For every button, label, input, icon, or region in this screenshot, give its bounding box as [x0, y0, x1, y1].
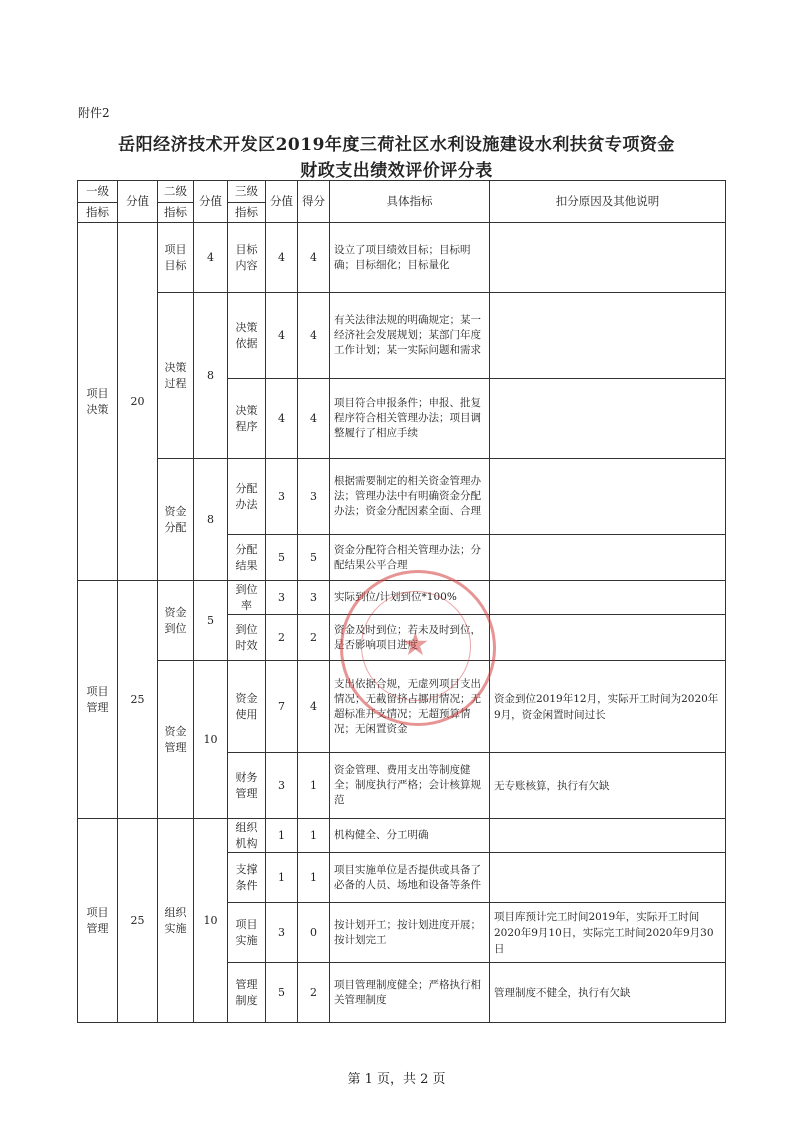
remark-cell: 资金到位2019年12月，实际开工时间为2020年9月，资金闲置时间过长 [490, 661, 726, 753]
level3-score-cell: 2 [266, 615, 298, 661]
level3-cell: 支撑条件 [228, 853, 266, 903]
indicator-cell: 支出依据合规，无虚列项目支出情况；无截留挤占挪用情况；无超标准开支情况；无超预算情况；无闲置资金 [330, 661, 490, 753]
header-level2: 二级 [158, 181, 194, 203]
got-score-cell: 1 [298, 853, 330, 903]
remark-cell [490, 581, 726, 615]
indicator-cell: 资金管理、费用支出等制度健全；制度执行严格；会计核算规范 [330, 753, 490, 819]
header-level2-sub: 指标 [158, 203, 194, 223]
remark-cell [490, 615, 726, 661]
got-score-cell: 3 [298, 581, 330, 615]
got-score-cell: 2 [298, 963, 330, 1023]
table-row [78, 223, 726, 293]
level3-score-cell: 5 [266, 963, 298, 1023]
evaluation-table [77, 180, 726, 1023]
indicator-cell: 有关法律法规的明确规定；某一经济社会发展规划；某部门年度工作计划；某一实际问题和需求 [330, 293, 490, 379]
level1-score-cell: 20 [118, 223, 158, 581]
level1-cell: 项目决策 [78, 223, 118, 581]
level3-cell: 到位率 [228, 581, 266, 615]
table-row [78, 459, 726, 535]
remark-cell: 管理制度不健全，执行有欠缺 [490, 963, 726, 1023]
level1-score-cell: 25 [118, 581, 158, 819]
level3-score-cell: 3 [266, 903, 298, 963]
header-level3: 三级 [228, 181, 266, 203]
remark-cell [490, 223, 726, 293]
got-score-cell: 0 [298, 903, 330, 963]
remark-cell [490, 379, 726, 459]
header-level3-sub: 指标 [228, 203, 266, 223]
indicator-cell: 根据需要制定的相关资金管理办法；管理办法中有明确资金分配办法；资金分配因素全面、合理 [330, 459, 490, 535]
level3-cell: 财务管理 [228, 753, 266, 819]
level2-cell: 资金到位 [158, 581, 194, 661]
level2-score-cell: 8 [194, 459, 228, 581]
level3-cell: 决策依据 [228, 293, 266, 379]
level2-score-cell: 4 [194, 223, 228, 293]
level1-cell: 项目管理 [78, 581, 118, 819]
got-score-cell: 1 [298, 819, 330, 853]
got-score-cell: 2 [298, 615, 330, 661]
level2-score-cell: 10 [194, 661, 228, 819]
indicator-cell: 资金分配符合相关管理办法；分配结果公平合理 [330, 535, 490, 581]
remark-cell [490, 459, 726, 535]
header-got: 得分 [298, 181, 330, 223]
header-score: 分值 [118, 181, 158, 223]
table-row [78, 819, 726, 853]
level3-score-cell: 1 [266, 853, 298, 903]
level3-score-cell: 4 [266, 293, 298, 379]
got-score-cell: 4 [298, 661, 330, 753]
indicator-cell: 按计划开工；按计划进度开展；按计划完工 [330, 903, 490, 963]
indicator-cell: 项目管理制度健全；严格执行相关管理制度 [330, 963, 490, 1023]
remark-cell [490, 293, 726, 379]
page-footer: 第 1 页，共 2 页 [347, 1072, 446, 1087]
table-row [78, 293, 726, 379]
got-score-cell: 5 [298, 535, 330, 581]
remark-cell: 无专账核算，执行有欠缺 [490, 753, 726, 819]
got-score-cell: 4 [298, 293, 330, 379]
level3-score-cell: 1 [266, 819, 298, 853]
indicator-cell: 资金及时到位；若未及时到位，是否影响项目进度 [330, 615, 490, 661]
level2-cell: 项目目标 [158, 223, 194, 293]
level3-score-cell: 3 [266, 581, 298, 615]
header-score2: 分值 [194, 181, 228, 223]
indicator-cell: 设立了项目绩效目标；目标明确；目标细化；目标量化 [330, 223, 490, 293]
header-indicator: 具体指标 [330, 181, 490, 223]
remark-cell: 项目库预计完工时间2019年，实际开工时间2020年9月10日，实际完工时间2020年9月30日 [490, 903, 726, 963]
level2-score-cell: 5 [194, 581, 228, 661]
header-level1: 一级 [78, 181, 118, 203]
got-score-cell: 4 [298, 379, 330, 459]
indicator-cell: 项目实施单位是否提供或具备了必备的人员、场地和设备等条件 [330, 853, 490, 903]
level2-score-cell: 10 [194, 819, 228, 1023]
level2-score-cell: 8 [194, 293, 228, 459]
level3-score-cell: 4 [266, 223, 298, 293]
got-score-cell: 3 [298, 459, 330, 535]
remark-cell [490, 819, 726, 853]
level3-cell: 决策程序 [228, 379, 266, 459]
table-row [78, 661, 726, 753]
attachment-label: 附件2 [78, 106, 110, 120]
level3-cell: 目标内容 [228, 223, 266, 293]
level3-cell: 组织机构 [228, 819, 266, 853]
header-level1-sub: 指标 [78, 203, 118, 223]
level2-cell: 资金分配 [158, 459, 194, 581]
level3-score-cell: 4 [266, 379, 298, 459]
level3-cell: 到位时效 [228, 615, 266, 661]
level3-score-cell: 3 [266, 753, 298, 819]
indicator-cell: 项目符合申报条件；申报、批复程序符合相关管理办法；项目调整履行了相应手续 [330, 379, 490, 459]
level3-cell: 分配办法 [228, 459, 266, 535]
level2-cell: 组织实施 [158, 819, 194, 1023]
level3-score-cell: 3 [266, 459, 298, 535]
remark-cell [490, 853, 726, 903]
level3-cell: 项目实施 [228, 903, 266, 963]
level3-cell: 资金使用 [228, 661, 266, 753]
page-subtitle: 财政支出绩效评价评分表 [300, 161, 493, 181]
level2-cell: 决策过程 [158, 293, 194, 459]
got-score-cell: 4 [298, 223, 330, 293]
level1-score-cell: 25 [118, 819, 158, 1023]
got-score-cell: 1 [298, 753, 330, 819]
level2-cell: 资金管理 [158, 661, 194, 819]
seal-star-icon: ★ [401, 625, 430, 663]
level3-score-cell: 5 [266, 535, 298, 581]
level1-cell: 项目管理 [78, 819, 118, 1023]
header-score3: 分值 [266, 181, 298, 223]
header-remark: 扣分原因及其他说明 [490, 181, 726, 223]
level3-score-cell: 7 [266, 661, 298, 753]
table-row [78, 581, 726, 615]
level3-cell: 管理制度 [228, 963, 266, 1023]
level3-cell: 分配结果 [228, 535, 266, 581]
indicator-cell: 机构健全、分工明确 [330, 819, 490, 853]
remark-cell [490, 535, 726, 581]
page-title: 岳阳经济技术开发区2019年度三荷社区水利设施建设水利扶贫专项资金 [118, 135, 675, 155]
indicator-cell: 实际到位/计划到位*100% [330, 581, 490, 615]
